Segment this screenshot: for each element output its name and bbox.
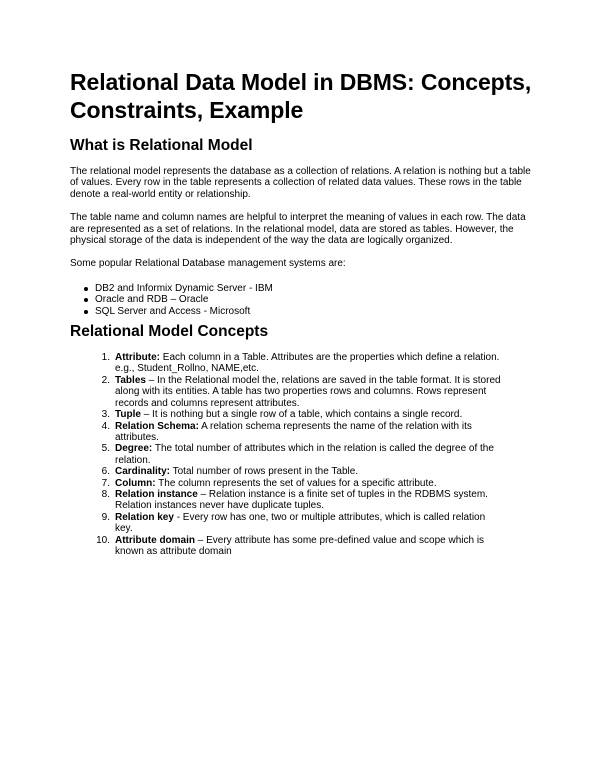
concept-text: A relation schema represents the name of the relation with its attributes.	[115, 420, 472, 443]
list-item: DB2 and Informix Dynamic Server - IBM	[95, 283, 532, 294]
concept-text: – In the Relational model the, relations are saved in the table format. It is stored along with its entities. A table has two properties rows and columns. Rows represent records and columns represent attributes.	[115, 374, 501, 409]
list-number: 7.	[101, 477, 110, 489]
list-number: 8.	[101, 488, 110, 500]
list-number: 10.	[96, 534, 110, 546]
list-item	[101, 409, 532, 421]
list-item	[101, 488, 532, 512]
list-number: 9.	[101, 511, 110, 523]
concept-text: Each column in a Table. Attributes are the properties which define a relation. e.g., Student_Rollno, NAME,etc.	[115, 352, 500, 375]
concept-term: Cardinality:	[115, 466, 171, 478]
list-item	[101, 511, 532, 535]
rdbms-list	[70, 283, 532, 317]
concept-text: – Every attribute has some pre-defined value and scope which is known as attribute domain	[115, 534, 485, 557]
list-item: SQL Server and Access - Microsoft	[95, 306, 532, 317]
list-item	[96, 534, 532, 558]
paragraph-rdbms-intro: Some popular Relational Database management systems are:	[70, 258, 346, 270]
list-item	[101, 477, 532, 489]
concept-text: – It is nothing but a single row of a table, which contains a single record.	[140, 409, 463, 421]
document-page	[70, 68, 532, 557]
concept-term: Tuple	[115, 409, 141, 421]
concept-term: Column:	[115, 477, 156, 489]
list-number: 6.	[101, 466, 110, 478]
section-heading-concepts: Relational Model Concepts	[70, 323, 269, 341]
concept-term: Relation instance	[115, 488, 198, 500]
concept-text: - Every row has one, two or multiple attributes, which is called relation key.	[115, 511, 486, 535]
concept-term: Attribute domain	[115, 534, 195, 546]
list-item	[101, 466, 532, 478]
concept-text: – Relation instance is a finite set of tuples in the RDBMS system. Relation instances never have duplicate tuples.	[115, 488, 488, 512]
concept-term: Tables	[115, 374, 146, 386]
concept-text: Total number of rows present in the Table.	[170, 466, 359, 478]
list-item	[101, 443, 532, 466]
list-number: 1.	[101, 352, 110, 364]
list-item	[101, 352, 532, 375]
list-item	[101, 374, 532, 409]
concept-text: The total number of attributes which in the relation is called the degree of the relation.	[115, 443, 494, 466]
list-item	[101, 420, 532, 444]
concepts-list	[70, 352, 532, 557]
page-title: Relational Data Model in DBMS: Concepts, Constraints, Example	[70, 69, 532, 123]
concept-term: Relation key	[115, 511, 174, 523]
concept-term: Degree:	[115, 443, 153, 455]
concept-term: Attribute:	[115, 352, 160, 364]
section-heading-relational-model: What is Relational Model	[70, 137, 253, 154]
list-number: 5.	[101, 443, 110, 455]
paragraph-intro: The relational model represents the database as a collection of relations. A relation is nothing but a table of values. Every row in the table represents a collection of related data values. These rows in the table denote a real-world entity or relationship.	[70, 166, 531, 200]
paragraph-table-names: The table name and column names are helpful to interpret the meaning of values in each row. The data are represented as a set of relations. In the relational model, data are stored as tables. However, the physical storage of the data is independent of the way the data are logically organized.	[70, 212, 526, 247]
list-number: 2.	[101, 374, 110, 386]
concept-term: Relation Schema:	[115, 420, 199, 432]
list-number: 3.	[101, 409, 110, 421]
list-item: Oracle and RDB – Oracle	[95, 294, 532, 305]
list-number: 4.	[101, 420, 110, 432]
concept-text: The column represents the set of values for a specific attribute.	[155, 477, 437, 489]
